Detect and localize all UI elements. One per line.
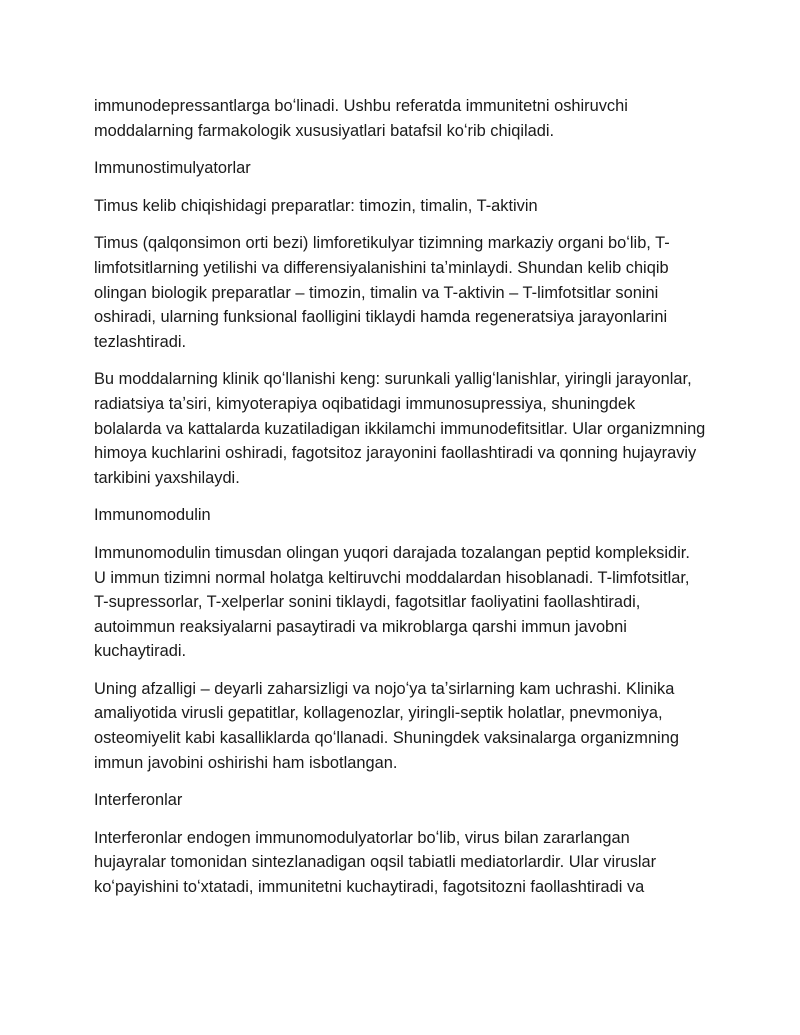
paragraph-intro-continuation: immunodepressantlarga boʻlinadi. Ushbu referatda immunitetni oshiruvchi moddalarning farmakologik xususiyatlari batafsil koʻrib chiqiladi. xyxy=(94,97,628,140)
paragraph-interferonlar-description: Interferonlar endogen immunomodulyatorlar boʻlib, virus bilan zararlangan hujayralar tomonidan sintezlanadigan oqsil tabiatli mediatorlardir. Ular viruslar koʻpayishini toʻxtatadi, immunitetni kuchaytiradi, fagotsitozni faollashtiradi va xyxy=(94,828,657,897)
heading-immunomodulin: Immunomodulin xyxy=(94,506,211,525)
document-body xyxy=(94,94,706,913)
paragraph-immunomodulin-advantages: Uning afzalligi – deyarli zaharsizligi va nojoʻya taʼsirlarning kam uchrashi. Klinika amaliyotida virusli gepatitlar, kollagenozlar, yiringli-septik holatlar, pnevmoniya, osteomiyelit kabi kasalliklarda qoʻllanadi. Shuningdek vaksinalarga organizmning immun javobini oshirishi ham isbotlangan. xyxy=(94,679,679,772)
paragraph-timus-description: Timus (qalqonsimon orti bezi) limforetikulyar tizimning markaziy organi boʻlib, T-limfotsitlarning yetilishi va differensiyalanishini taʼminlaydi. Shundan kelib chiqib olingan biologik preparatlar – timozin, timalin va T-aktivin – T-limfotsitlar sonini oshiradi, ularning funksional faolligini tiklaydi hamda regeneratsiya jarayonlarini tezlashtiradi. xyxy=(94,234,670,351)
heading-interferonlar: Interferonlar xyxy=(94,791,183,810)
paragraph-clinical-use: Bu moddalarning klinik qoʻllanishi keng: surunkali yalligʻlanishlar, yiringli jarayonlar, radiatsiya taʼsiri, kimyoterapiya oqibatidagi immunosupressiya, shuningdek bolalarda va kattalarda kuzatiladigan ikkilamchi immunodefitsitlar. Ular organizmning himoya kuchlarini oshiradi, fagotsitoz jarayonini faollashtiradi va qonning hujayraviy tarkibini yaxshilaydi. xyxy=(94,370,706,487)
paragraph-immunomodulin-description: Immunomodulin timusdan olingan yuqori darajada tozalangan peptid kompleksidir. U immun tizimni normal holatga keltiruvchi moddalardan hisoblanadi. T-limfotsitlar, T-supressorlar, T-xelperlar sonini tiklaydi, fagotsitlar faoliyatini faollashtiradi, autoimmun reaksiyalarni pasaytiradi va mikroblarga qarshi immun javobni kuchaytiradi. xyxy=(94,543,690,661)
subheading-timus-preparations: Timus kelib chiqishidagi preparatlar: timozin, timalin, T-aktivin xyxy=(94,196,538,215)
heading-immunostimulyatorlar: Immunostimulyatorlar xyxy=(94,159,251,178)
